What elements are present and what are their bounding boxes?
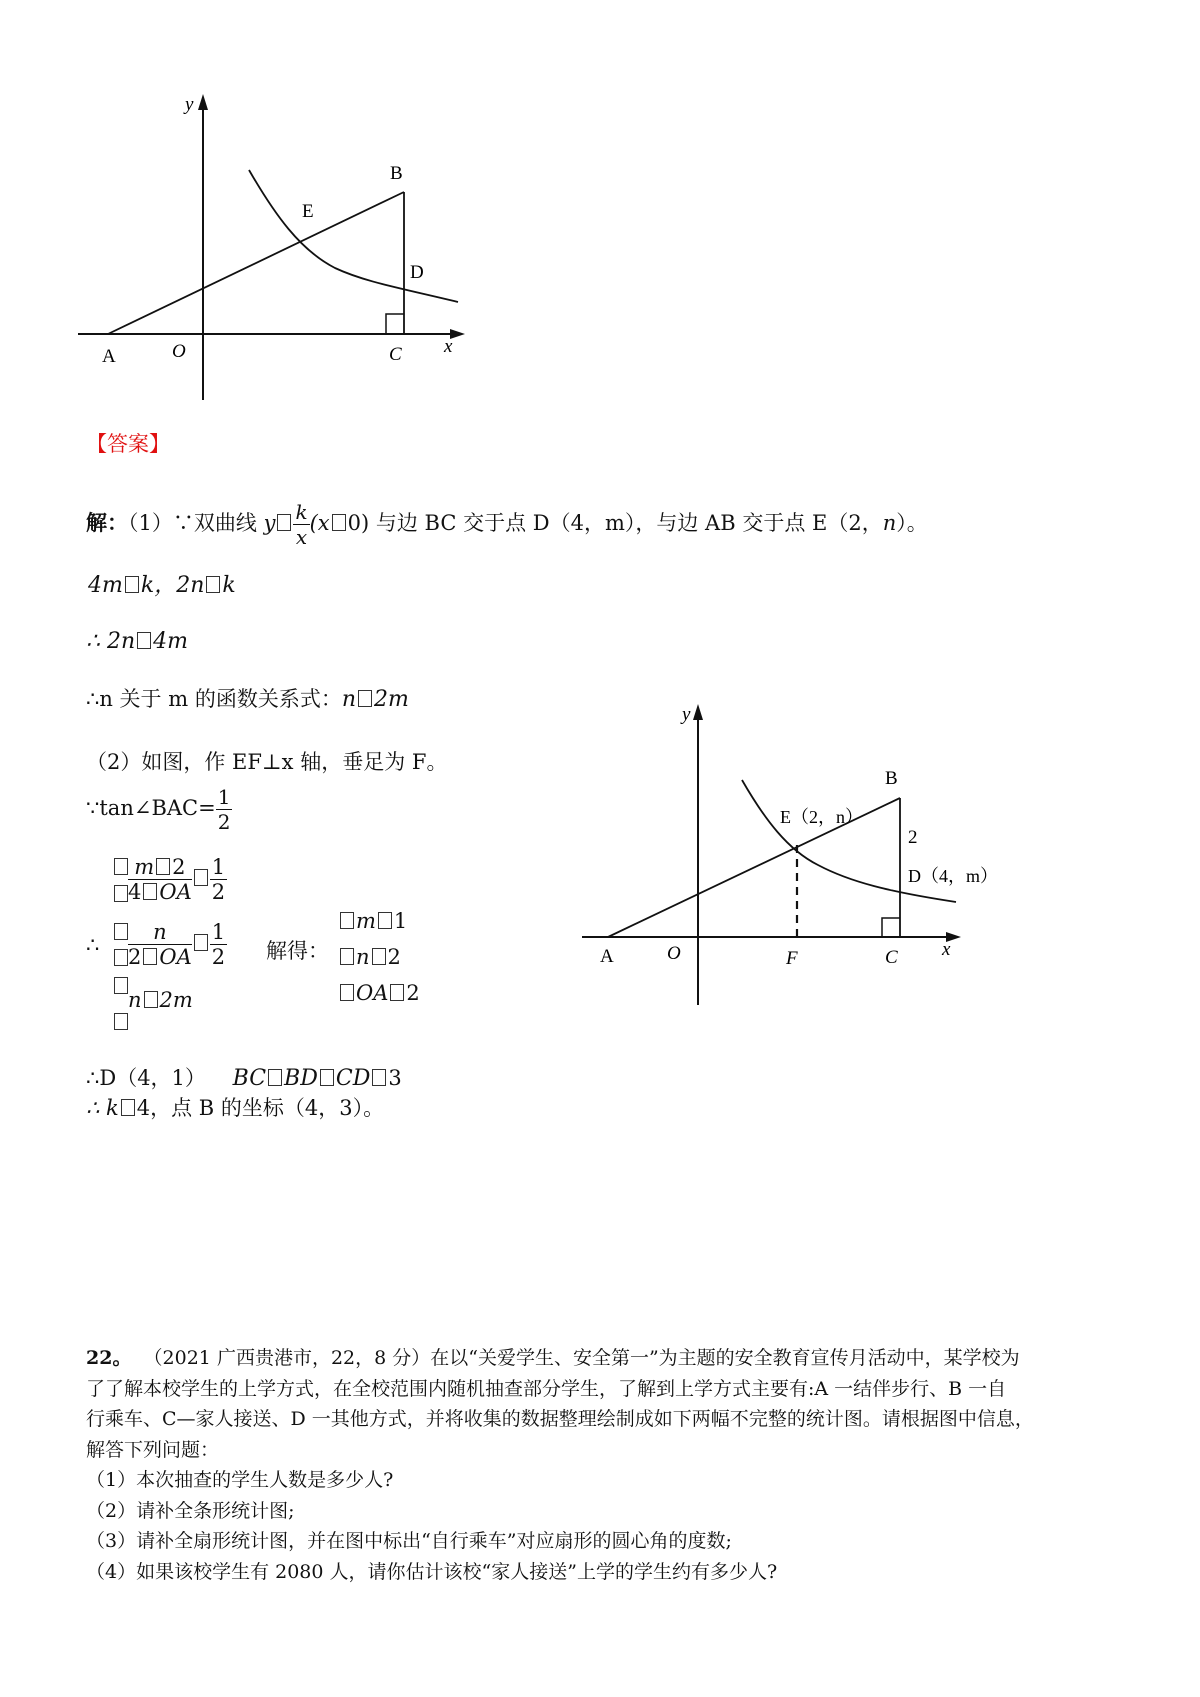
therefore-symbol: ∴ (86, 933, 100, 957)
solution-line-6: ∵tan∠BAC= $\frac{1}{2}$ (86, 785, 231, 834)
label-a: A (102, 346, 116, 367)
label-o: O (172, 341, 186, 362)
question-22-line-2: 了了解本校学生的上学方式，在全校范围内随机抽查部分学生，了解到上学方式主要有:A 一结伴步行、B 一自 (86, 1377, 1007, 1400)
system-eq-1: $\frac{m 2}{4 OA}$ $\frac{1}{2}$ (128, 855, 226, 904)
question-number: 22。 (86, 1347, 132, 1369)
solution-line-8: ∴ k 4，点 B 的坐标（4，3）。 (86, 1096, 385, 1120)
solve-label: 解得： (266, 939, 329, 963)
result-system: m 1 n 2 OA 2 (338, 903, 420, 1011)
question-22-part-1: （1）本次抽查的学生人数是多少人? (86, 1469, 394, 1491)
label-f: F (786, 948, 798, 969)
figure-1-diagram (0, 0, 470, 400)
solution-line-5: （2）如图，作 EF⊥x 轴，垂足为 F。 (86, 750, 448, 774)
label-y: y (185, 94, 194, 115)
figure-2-diagram (560, 680, 998, 1020)
y-axis-arrow (693, 704, 703, 720)
question-22-line-1: 22。 （2021 广西贵港市，22，8 分）在以“关爱学生、安全第一”为主题的安全教育宣传月活动中，某学校为 (86, 1347, 1020, 1369)
system-eq-3: n 2m (128, 988, 193, 1012)
label-e: E (302, 201, 314, 222)
label-x: x (444, 336, 453, 357)
solution-line-7: ∴D（4，1） BC BD CD 3 (86, 1066, 402, 1091)
label-e: E（2，n） (780, 807, 863, 827)
y-axis-arrow (198, 94, 208, 110)
segment-ab (108, 192, 404, 334)
label-o: O (667, 943, 681, 964)
right-angle-mark (882, 918, 900, 937)
label-d: D (410, 262, 424, 283)
solution-line-3: ∴ 2n 4m (86, 629, 189, 654)
question-22 (86, 1343, 1126, 1587)
label-x: x (942, 939, 951, 960)
answer-label: 【答案】 (86, 432, 170, 456)
solution-prefix: 解： (86, 510, 128, 535)
label-b: B (390, 163, 403, 184)
question-22-part-2: （2）请补全条形统计图; (86, 1499, 295, 1522)
right-angle-mark (386, 314, 404, 334)
system-brace (112, 855, 124, 1035)
question-22-part-4: （4）如果该校学生有 2080 人，请你估计该校“家人接送”上学的学生约有多少人? (86, 1560, 778, 1583)
system-eq-2: $\frac{n}{2 OA}$ $\frac{1}{2}$ (128, 920, 226, 969)
solution-line-2: 4m k，2n k (88, 573, 236, 598)
solution-line-1: 解：（1）∵双曲线 y $\frac{k}{x}$ (x 0) 与边 BC 交于点 D（4，m），与边 AB 交于点 E（2，n）。 (86, 500, 928, 549)
label-c: C (389, 344, 402, 365)
label-b: B (885, 768, 898, 789)
label-d: D（4，m） (908, 866, 998, 886)
solution-line-4: ∴n 关于 m 的函数关系式：n 2m (86, 687, 409, 712)
equation-system (86, 855, 420, 1045)
question-22-line-3: 行乘车、C—家人接送、D 一其他方式，并将收集的数据整理绘制成如下两幅不完整的统计图。请根据图中信息， (86, 1408, 1034, 1430)
label-y: y (682, 704, 691, 725)
hyperbola-curve (249, 170, 458, 302)
question-22-part-3: （3）请补全扇形统计图，并在图中标出“自行乘车”对应扇形的圆心角的度数; (86, 1530, 732, 1552)
label-a: A (600, 946, 614, 967)
label-2: 2 (908, 827, 918, 848)
label-c: C (885, 947, 898, 968)
question-22-line-4: 解答下列问题： (86, 1438, 220, 1461)
